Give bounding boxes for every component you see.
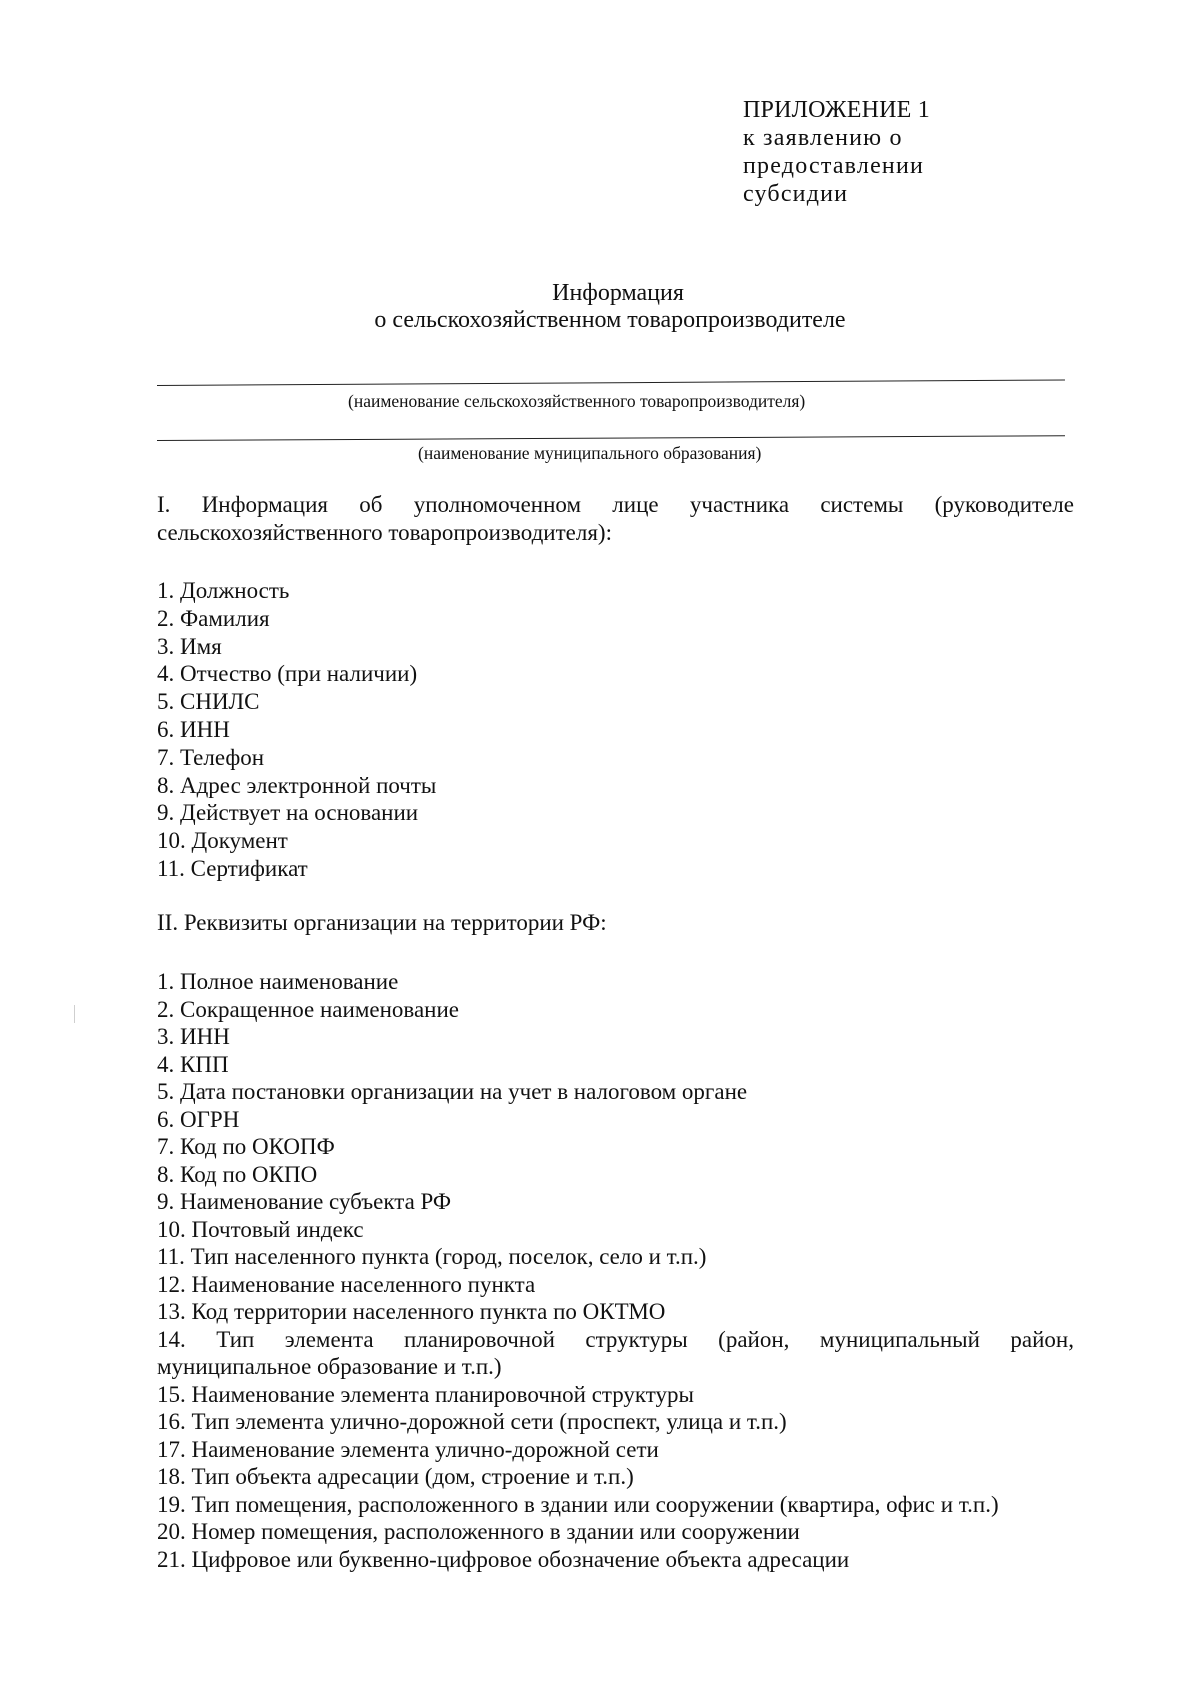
list-item: 6. ОГРН [157,1106,240,1132]
list-item: 9. Наименование субъекта РФ [157,1189,452,1214]
list-item: 20. Номер помещения, расположенного в здании или сооружении [157,1519,800,1544]
list-item: 4. КПП [157,1051,229,1077]
heading-word: Информация [201,492,328,517]
list-item: 10. Документ [157,828,288,854]
scan-margin-mark [74,1005,75,1023]
list-item-line-1 [157,1326,1074,1354]
item-word: планировочной [404,1326,555,1352]
municipality-caption: (наименование муниципального образования) [418,443,762,463]
item-word: район, [1010,1326,1074,1352]
municipality-blank-line [157,435,1065,441]
list-item: 7. Код по ОКОПФ [157,1134,335,1159]
document-subtitle: о сельскохозяйственном товаропроизводителе [374,307,846,333]
section-1-heading-line-1 [157,491,1074,519]
list-item: 3. ИНН [157,1024,230,1049]
list-item: 16. Тип элемента улично-дорожной сети (проспект, улица и т.п.) [157,1409,787,1434]
list-item: 8. Код по ОКПО [157,1161,318,1187]
list-item: 2. Фамилия [157,605,270,631]
heading-word: уполномоченном [413,492,582,517]
list-item: 19. Тип помещения, расположенного в здании или сооружении (квартира, офис и т.п.) [157,1491,999,1517]
list-item: 9. Действует на основании [157,800,419,826]
producer-name-blank-line [157,379,1065,386]
item-word: муниципальный [819,1326,980,1352]
heading-word: лице [612,492,659,517]
list-item: 15. Наименование элемента планировочной структуры [157,1381,695,1407]
document-title: Информация [552,280,684,306]
list-item-line-2: муниципальное образование и т.п.) [157,1354,502,1379]
list-item: 1. Должность [157,578,290,603]
list-item: 3. Имя [157,633,222,659]
appendix-title: ПРИЛОЖЕНИЕ 1 [743,97,930,123]
item-word: Тип [216,1326,255,1352]
producer-name-caption: (наименование сельскохозяйственного товаропроизводителя) [348,391,806,411]
section-1-list [157,577,1087,883]
section-1-heading [157,491,1074,547]
list-item: 8. Адрес электронной почты [157,772,437,798]
appendix-block [743,96,1083,208]
heading-word: об [359,492,383,517]
list-item: 2. Сокращенное наименование [157,996,459,1022]
appendix-line-1: к заявлению о предоставлении [743,125,925,179]
list-item-wrapped [157,1326,1087,1381]
heading-word: I. [157,492,171,517]
heading-word: участника [689,492,790,517]
heading-word: системы [820,492,904,517]
list-item: 5. СНИЛС [157,689,260,715]
list-item: 4. Отчество (при наличии) [157,661,418,687]
list-item: 13. Код территории населенного пункта по ОКТМО [157,1299,666,1324]
list-item: 12. Наименование населенного пункта [157,1271,536,1297]
section-2-heading: II. Реквизиты организации на территории РФ: [157,910,607,935]
list-item: 11. Сертификат [157,855,308,881]
list-item: 7. Телефон [157,744,265,770]
list-item: 1. Полное наименование [157,969,399,994]
list-item: 11. Тип населенного пункта (город, поселок, село и т.п.) [157,1244,707,1269]
item-word: 14. [157,1326,186,1352]
item-word: структуры [585,1326,688,1352]
list-item: 18. Тип объекта адресации (дом, строение и т.п.) [157,1464,634,1489]
list-item: 5. Дата постановки организации на учет в налоговом органе [157,1079,748,1104]
item-word: (район, [718,1326,790,1352]
section-1-heading-line-2: сельскохозяйственного товаропроизводителя): [157,520,612,545]
appendix-line-2: субсидии [743,181,849,207]
list-item: 6. ИНН [157,716,230,742]
list-item: 10. Почтовый индекс [157,1216,364,1242]
list-item: 17. Наименование элемента улично-дорожной сети [157,1436,659,1462]
item-word: элемента [284,1326,374,1352]
heading-word: (руководителе [934,492,1074,517]
list-item: 21. Цифровое или буквенно-цифровое обозначение объекта адресации [157,1546,850,1572]
section-2-list [157,968,1087,1573]
